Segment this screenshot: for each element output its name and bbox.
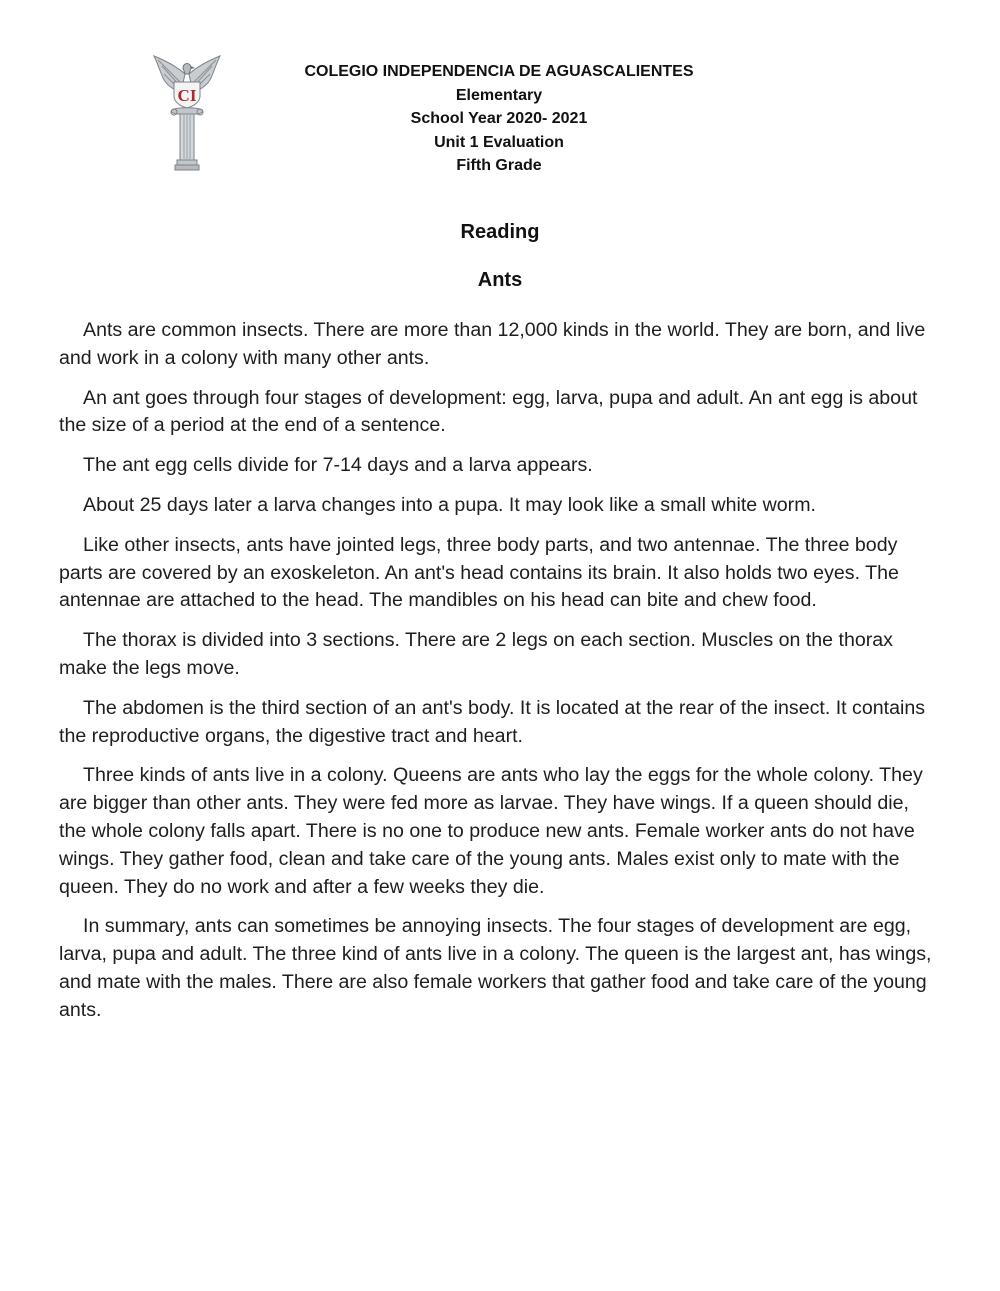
paragraph: An ant goes through four stages of development: egg, larva, pupa and adult. An ant egg is about the size of a period at the end of a sentence. <box>59 386 918 437</box>
section-title: Reading <box>460 221 540 243</box>
school-name: COLEGIO INDEPENDENCIA DE AGUASCALIENTES <box>304 63 694 80</box>
paragraph: Three kinds of ants live in a colony. Queens are ants who lay the eggs for the whole colony. They are bigger than other ants. They were fed more as larvae. They have wings. If a queen should die, the whole colony falls apart. There is no one to produce new ants. Female worker ants do not have wings. They gather food, clean and take care of the young ants. Males exist only to mate with the queen. They do no work and after a few weeks they die. <box>59 764 923 898</box>
evaluation-name: Unit 1 Evaluation <box>434 133 564 151</box>
paragraph: The ant egg cells divide for 7-14 days and a larva appears. <box>83 454 593 477</box>
reading-passage <box>59 317 937 1037</box>
school-level: Elementary <box>455 86 543 104</box>
reading-title: Ants <box>477 269 523 291</box>
paragraph: About 25 days later a larva changes into a pupa. It may look like a small white worm. <box>83 493 816 516</box>
paragraph: Like other insects, ants have jointed legs, three body parts, and two antennae. The three body parts are covered by an exoskeleton. An ant's head contains its brain. It also holds two eyes. The antennae are attached to the head. The mandibles on his head can bite and chew food. <box>59 533 899 612</box>
paragraph: The abdomen is the third section of an ant's body. It is located at the rear of the insect. It contains the reproductive organs, the digestive tract and heart. <box>59 696 926 747</box>
paragraph: In summary, ants can sometimes be annoying insects. The four stages of development are egg, larva, pupa and adult. The three kind of ants live in a colony. The queen is the largest ant, has wings, and mate with the males. There are also female workers that gather food and take care of the young ants. <box>59 915 932 1021</box>
paragraph: The thorax is divided into 3 sections. There are 2 legs on each section. Muscles on the thorax make the legs move. <box>59 629 893 679</box>
grade-level: Fifth Grade <box>456 157 542 175</box>
school-logo <box>150 52 224 172</box>
logo-monogram: CI <box>177 86 197 105</box>
school-year: School Year 2020- 2021 <box>410 110 588 128</box>
paragraph: Ants are common insects. There are more than 12,000 kinds in the world. They are born, and live and work in a colony with many other ants. <box>59 319 926 369</box>
document-header <box>250 60 748 178</box>
eagle-column-icon <box>150 52 224 172</box>
